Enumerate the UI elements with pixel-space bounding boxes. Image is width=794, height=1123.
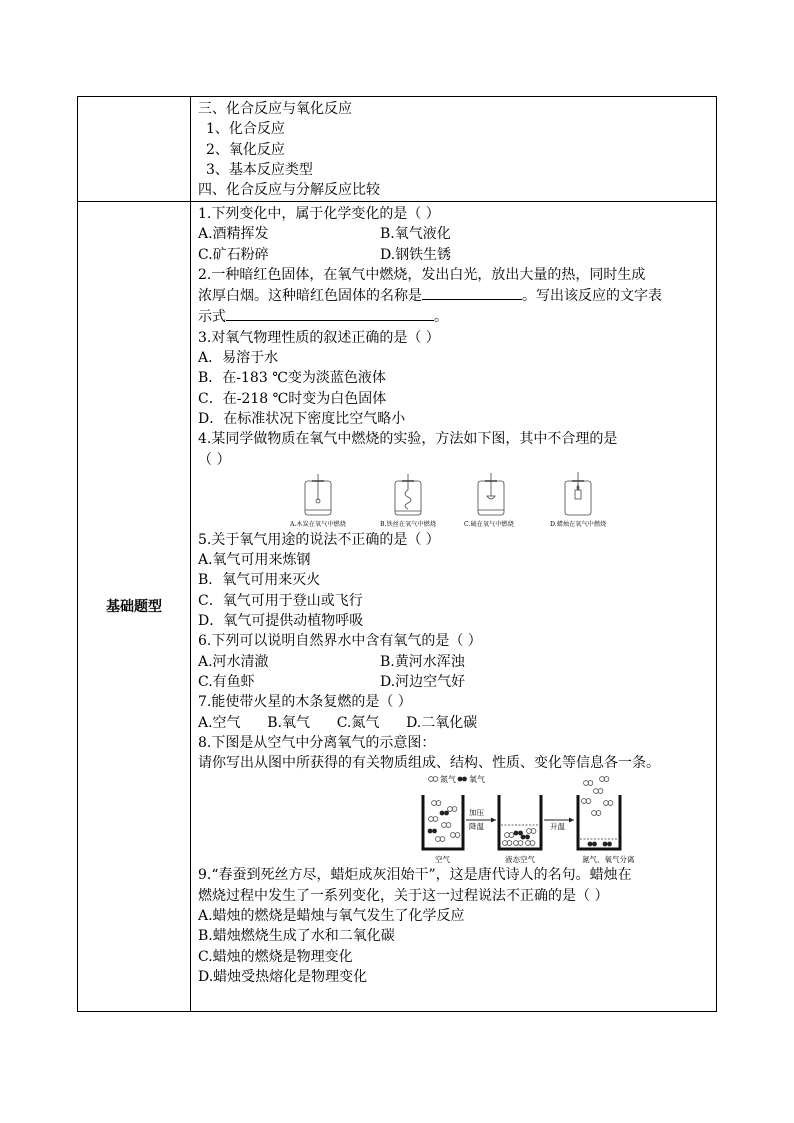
- nitrogen-molecule-icon: [429, 777, 434, 782]
- legend-nitrogen: 氮气: [440, 775, 456, 785]
- option: B.蜡烛燃烧生成了水和二氧化碳: [198, 928, 395, 945]
- beaker-separated-icon: [578, 777, 620, 849]
- combustion-figure-svg: [198, 470, 714, 530]
- arrow-label: 升温: [550, 822, 565, 832]
- option: A.酒精挥发: [198, 226, 269, 243]
- option: D.钢铁生锈: [380, 246, 452, 263]
- option: D．在标准状况下密度比空气略小: [198, 410, 406, 427]
- question-4-line: 4.某同学做物质在氧气中燃烧的实验，方法如下图，其中不合理的是: [198, 431, 618, 448]
- option: B.氧气液化: [380, 226, 451, 243]
- question-6-options-row: [198, 652, 714, 672]
- question-1-stem: 1.下列变化中，属于化学变化的是（ ）: [198, 206, 440, 222]
- question-5-stem: 5.关于氧气用途的说法不正确的是（ ）: [198, 531, 440, 548]
- text: 示式: [198, 309, 226, 326]
- option: A.氧气可用来炼钢: [198, 552, 311, 569]
- text: 。写出该反应的文字表: [522, 288, 662, 305]
- beaker-air-icon: [423, 795, 463, 849]
- outline-item: 四、化合反应与分解反应比较: [198, 182, 380, 199]
- question-7-stem: 7.能使带火星的木条复燃的是（ ）: [198, 694, 412, 711]
- option: C.蜡烛的燃烧是物理变化: [198, 948, 353, 965]
- question-6-options-row: [198, 672, 714, 692]
- question-2-line: 2.一种暗红色固体，在氧气中燃烧，发出白光，放出大量的热，同时生成: [198, 266, 646, 283]
- outline-item: 三、化合反应与氧化反应: [198, 101, 352, 117]
- answer-blank[interactable]: [226, 306, 434, 321]
- question-9-line: 9.“春蚕到死丝方尽，蜡炬成灰泪始干”，这是唐代诗人的名句。蜡烛在: [198, 867, 632, 884]
- option: B．氧气可用来灭火: [198, 572, 321, 589]
- combustion-figure: [198, 470, 714, 530]
- jar-c-icon: [478, 473, 504, 515]
- question-2-line: [198, 285, 714, 306]
- option: C.矿石粉碎: [198, 246, 269, 263]
- questions-cell: [198, 204, 714, 987]
- text: 浓厚白烟。这种暗红色固体的名称是: [198, 288, 422, 305]
- question-8-line: 请你写出从图中所获得的有关物质组成、结构、性质、变化等信息各一条。: [198, 755, 660, 772]
- beaker-caption: 液态空气: [505, 855, 535, 865]
- option: A.河水清澈: [198, 653, 269, 670]
- outline-item: 2、氧化反应: [206, 141, 285, 158]
- option: D.蜡烛受热熔化是物理变化: [198, 968, 368, 985]
- section-label: 基础题型: [106, 599, 162, 615]
- question-7-options: A.空气 B.氧气 C.氮气 D.二氧化碳: [198, 714, 478, 731]
- question-8-line: 8.下图是从空气中分离氧气的示意图：: [198, 734, 436, 751]
- oxygen-molecule-icon: [458, 777, 463, 782]
- legend: [429, 774, 485, 784]
- question-9-line: 燃烧过程中发生了一系列变化，关于这一过程说法不正确的是（ ）: [198, 887, 609, 904]
- option: B.黄河水浑浊: [380, 653, 465, 670]
- option: D．氧气可提供动植物呼吸: [198, 613, 364, 630]
- question-3-stem: 3.对氧气物理性质的叙述正确的是（ ）: [198, 329, 440, 346]
- question-2-line: [198, 306, 714, 327]
- beaker-caption: 氮气、氧气分离: [582, 855, 635, 865]
- question-1-options-row: [198, 224, 714, 244]
- answer-blank[interactable]: [422, 285, 522, 300]
- text: 。: [434, 309, 448, 326]
- column-divider: [190, 97, 191, 1011]
- outline-item: 1、化合反应: [206, 121, 285, 138]
- air-separation-svg: [198, 773, 714, 865]
- legend-oxygen: 氧气: [469, 775, 485, 785]
- question-1-options-row: [198, 245, 714, 265]
- question-4-line: （ ）: [198, 451, 231, 468]
- outline-item: 3、基本反应类型: [206, 161, 313, 178]
- air-separation-figure: [198, 773, 714, 865]
- beaker-caption: 空气: [435, 855, 450, 865]
- option: C．氧气可用于登山或飞行: [198, 592, 363, 609]
- arrow-label: 降温: [469, 822, 484, 832]
- worksheet-table: [77, 96, 717, 1012]
- question-6-stem: 6.下列可以说明自然界水中含有氧气的是（ ）: [198, 633, 482, 650]
- jar-b-icon: [395, 474, 421, 515]
- jar-d-icon: [565, 472, 591, 515]
- jar-caption: C.硫在氧气中燃烧: [464, 520, 514, 528]
- arrow-label: 加压: [469, 808, 484, 818]
- outline-cell: [198, 99, 713, 200]
- option: D.河边空气好: [380, 673, 466, 690]
- jar-a-icon: [305, 474, 331, 515]
- option: B．在-183 ℃变为淡蓝色液体: [198, 370, 386, 387]
- option: A．易溶于水: [198, 350, 279, 367]
- option: C.有鱼虾: [198, 673, 255, 690]
- beaker-liquid-air-icon: [499, 795, 541, 849]
- option: A.蜡烛的燃烧是蜡烛与氧气发生了化学反应: [198, 908, 465, 925]
- jar-caption: A.木炭在氧气中燃烧: [290, 520, 346, 528]
- jar-caption: B.铁丝在氧气中燃烧: [380, 520, 437, 528]
- option: C．在-218 ℃时变为白色固体: [198, 390, 387, 407]
- jar-caption: D.蜡烛在氧气中燃烧: [550, 520, 607, 528]
